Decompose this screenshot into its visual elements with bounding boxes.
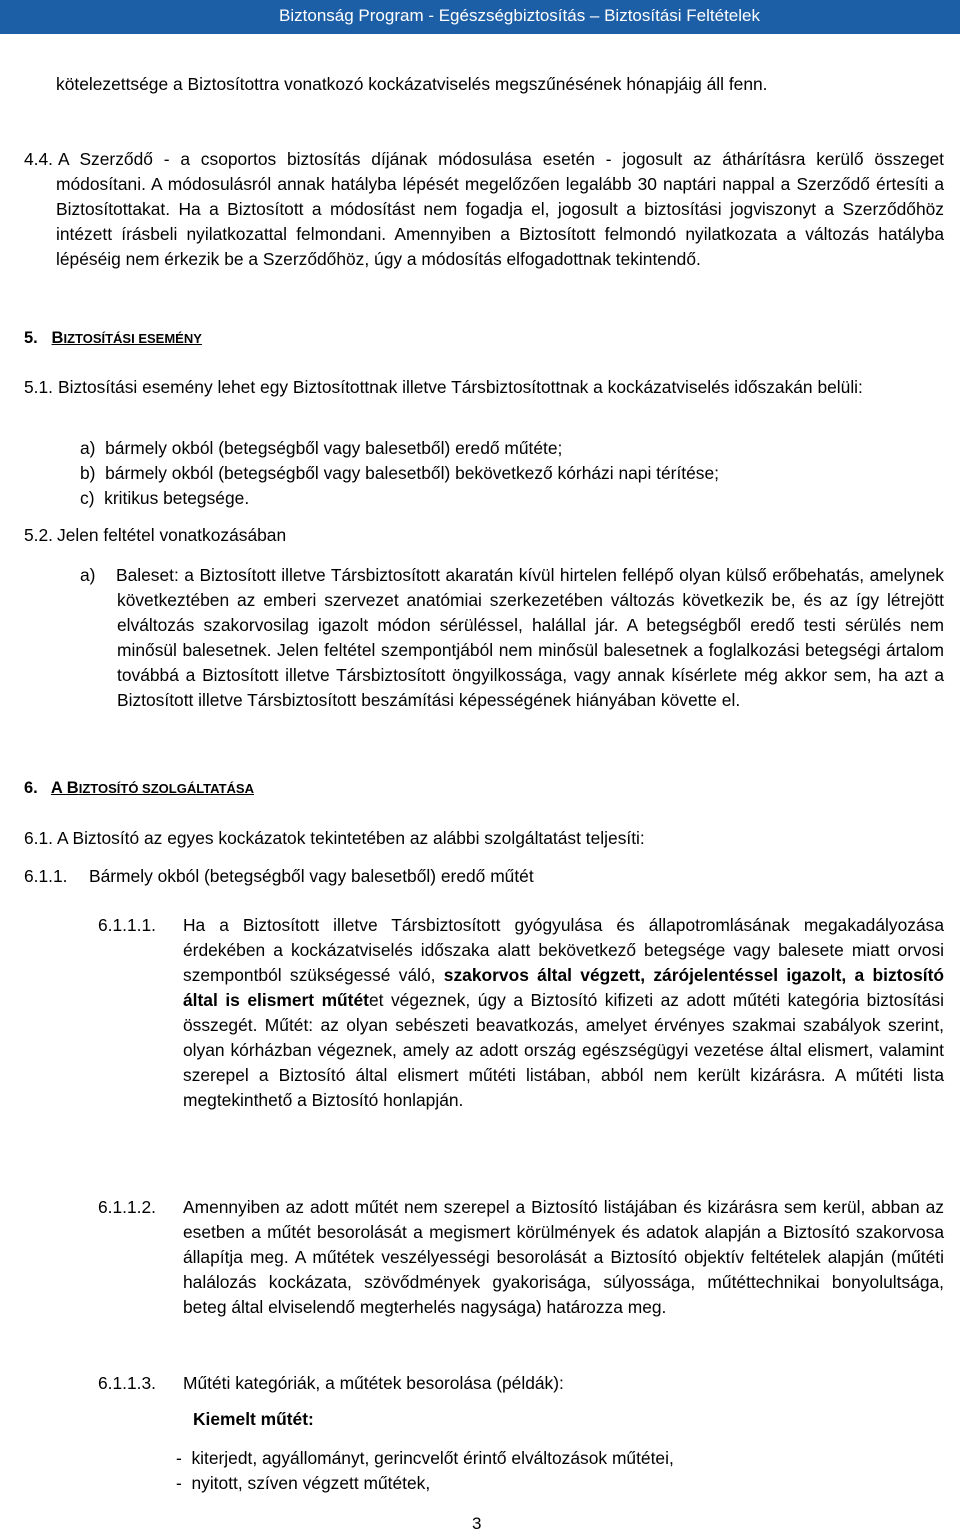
- section-number: 6.1.1.3.: [98, 1373, 157, 1393]
- list-item: a) bármely okból (betegségből vagy balesetből) eredő műtéte;: [80, 438, 563, 458]
- section-6-1-1-1-paragraph: Ha a Biztosított illetve Társbiztosított gyógyulása és állapotromlásának megakadályozása érdekében a kockázatviselés időszaka alatt bekövetkező betegsége vagy balesete miatt orvosi szempontból szükségessé váló, szakorvos által végzett, zárójelentéssel igazolt, a biztosító által is elismert műtétet végeznek, úgy a Biztosító kifizeti az adott műtéti kategória biztosítási összegét. Műtét: az olyan sebészeti beavatkozás, amelyet érvényes szakmai szabályok szerint, olyan kórházban végeznek, amely az adott ország egészségügyi vezetése által elismert, valamint szerepel a Biztosító által elismert műtéti listában, abból nem került kizárásra. A műtéti lista megtekinthető a Biztosító honlapján.: [183, 915, 944, 1110]
- accident-definition: Baleset: a Biztosított illetve Társbiztosított akaratán kívül hirtelen fellépő olyan külső erőbehatás, amelynek következtében az emberi szervezet anatómiai szerkezetében változás következik be, és az így létrejött elváltozás szakorvosilag igazolt módon sérüléssel, halállal jár. A betegségből eredő testi sérülés nem minősül balesetnek. Jelen feltétel szempontjából nem minősül balesetnek a foglalkozási betegségi ártalom továbbá a Biztosított illetve Társbiztosított öngyilkossága, vagy annak kísérlete még akkor sem, ha azt a Biztosított illetve Társbiztosított beszámítási képességének hiányában követte el.: [116, 565, 944, 710]
- heading-number: 5.: [24, 329, 38, 347]
- continued-paragraph: kötelezettsége a Biztosítottra vonatkozó kockázatviselés megszűnésének hónapjáig áll fenn.: [56, 74, 768, 94]
- section-number: 6.1.1.2.: [98, 1197, 157, 1217]
- list-item: b) bármely okból (betegségből vagy balesetből) bekövetkező kórházi napi térítése;: [80, 463, 719, 483]
- header-title: Biztonság Program - Egészségbiztosítás – Biztosítási Feltételek: [279, 6, 760, 25]
- section-6-heading: [24, 776, 254, 801]
- section-5-2-paragraph: Jelen feltétel vonatkozásában: [57, 525, 287, 545]
- heading-title: A BIZTOSÍTÓ SZOLGÁLTATÁSA: [50, 779, 254, 797]
- list-item: c) kritikus betegsége.: [80, 488, 250, 508]
- page-number: 3: [472, 1514, 482, 1533]
- section-6-1-1-2-paragraph: Amennyiben az adott műtét nem szerepel a Biztosító listájában és kizárásra sem kerül, abban az esetben a műtét besorolását a megismert körülmények és adatok alapján a Biztosító szakorvosa állapítja meg. A műtétek veszélyességi besorolását a Biztosító objektív feltételek alapján (műtéti halálozás kockázata, szövődmények gyakorisága, súlyossága, műtéttechnikai bonyolultsága, beteg által elviselendő megterhelés nagysága) határozza meg.: [183, 1197, 944, 1317]
- section-number: 5.1.: [24, 377, 54, 397]
- section-number: 6.1.1.: [24, 866, 68, 886]
- section-number: 6.1.: [24, 828, 54, 848]
- section-5-1-paragraph: Biztosítási esemény lehet egy Biztosítottnak illetve Társbiztosítottnak a kockázatviselés időszakán belüli:: [58, 377, 863, 397]
- section-number: 4.4.: [24, 149, 54, 169]
- heading-title: BIZTOSÍTÁSI ESEMÉNY: [51, 329, 202, 347]
- list-item: - kiterjedt, agyállományt, gerincvelőt érintő elváltozások műtétei,: [176, 1448, 674, 1468]
- heading-number: 6.: [24, 779, 38, 797]
- section-number: 5.2.: [24, 525, 54, 545]
- category-heading: Kiemelt műtét:: [193, 1409, 314, 1429]
- page-header: [0, 0, 960, 34]
- section-4-4-paragraph: A Szerződő - a csoportos biztosítás díjának módosulása esetén - jogosult az áthárításra kerülő összeget módosítani. A módosulásról annak hatályba lépését megelőzően legalább 30 naptári nappal a Szerződő értesíti a Biztosítottakat. Ha a Biztosított a módosítást nem fogadja el, jogosult a biztosítási jogviszonyt a Szerződőhöz intézett írásbeli nyilatkozattal felmondani. Amennyiben a Biztosított felmondó nyilatkozata a változás hatályba lépéséig nem érkezik be a Szerződőhöz, úgy a módosítás elfogadottnak tekintendő.: [56, 149, 944, 269]
- section-6-1-1-3-title: Műtéti kategóriák, a műtétek besorolása (példák):: [183, 1373, 564, 1393]
- section-number: 6.1.1.1.: [98, 915, 157, 935]
- section-6-1-paragraph: A Biztosító az egyes kockázatok tekintetében az alábbi szolgáltatást teljesíti:: [57, 828, 645, 848]
- list-item: - nyitott, szíven végzett műtétek,: [176, 1473, 431, 1493]
- section-5-heading: [24, 326, 202, 351]
- section-6-1-1-title: Bármely okból (betegségből vagy balesetből) eredő műtét: [89, 866, 534, 886]
- list-label: a): [80, 565, 96, 585]
